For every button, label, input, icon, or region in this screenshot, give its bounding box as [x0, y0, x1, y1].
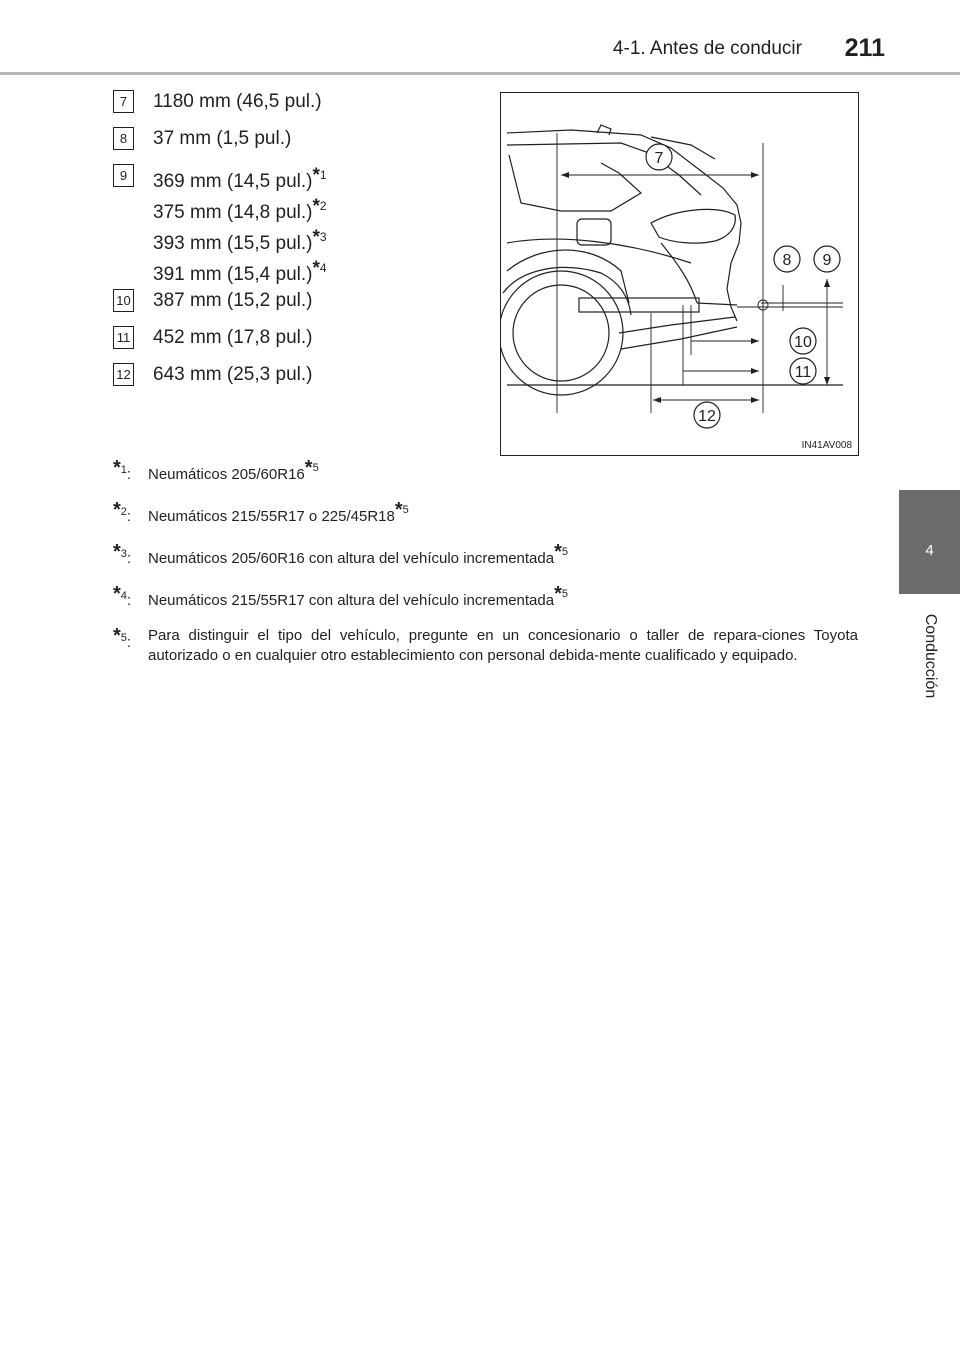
figure-callout-12: 12 [698, 408, 716, 425]
footnote: *$^2$: Neumáticos 215/55R17 o 225/45R18*$^5$ [113, 499, 409, 525]
vehicle-rear-illustration [501, 93, 858, 455]
figure-callout-8: 8 [782, 252, 792, 269]
footnote-text: Para distinguir el tipo del vehículo, pregunte en un concesionario o taller de repara-ciones Toyota autorizado o en cualquier otro establecimiento con personal debida-mente cualificado y equipado. [148, 627, 858, 664]
dimension-item-7 [110, 86, 480, 123]
dimension-item-11 [110, 322, 480, 359]
dimension-value: 387 mm (15,2 pul.) [153, 290, 313, 311]
callout-number: 12 [113, 363, 134, 386]
figure-code: IN41AV008 [801, 440, 852, 451]
page-number: 211 [844, 34, 885, 62]
footnote-key: 2 [120, 506, 127, 518]
footnote-text: Neumáticos 215/55R17 con altura del vehículo incrementada [148, 592, 555, 609]
dimension-value: 369 mm (14,5 pul.) [153, 171, 313, 192]
dimension-value: 391 mm (15,4 pul.) [153, 264, 313, 285]
dimension-variant: 375 mm (14,8 pul.)*$^2$ [153, 196, 327, 223]
footnote-key: 3 [120, 548, 127, 560]
dimension-item-12 [110, 359, 480, 396]
footnote-ref: 1 [319, 168, 327, 182]
dimension-item-10 [110, 285, 480, 322]
figure-callout-11: 11 [794, 364, 812, 381]
chapter-label: Conducción [922, 613, 939, 699]
footnote-text: Neumáticos 215/55R17 o 225/45R18 [148, 508, 395, 525]
footnote-text: Neumáticos 205/60R16 con altura del vehículo incrementada [148, 550, 555, 567]
dimension-value: 452 mm (17,8 pul.) [153, 327, 313, 348]
footnote-ref: 4 [319, 261, 327, 275]
callout-number: 11 [113, 326, 134, 349]
dimension-value: 37 mm (1,5 pul.) [153, 128, 292, 149]
footnote-ref: 5 [561, 546, 568, 558]
callout-number: 8 [113, 127, 134, 150]
figure-callout-9: 9 [822, 252, 832, 269]
dimension-value: 1180 mm (46,5 pul.) [153, 91, 322, 112]
chapter-tab [899, 490, 960, 594]
chapter-number: 4 [925, 542, 934, 559]
vehicle-rear-dimension-figure [500, 92, 859, 456]
callout-number: 7 [113, 90, 134, 113]
dimension-value: 375 mm (14,8 pul.) [153, 202, 313, 223]
dimension-item-9 [110, 160, 480, 285]
footnote-text: Neumáticos 205/60R16 [148, 466, 305, 483]
dimension-item-8 [110, 123, 480, 160]
dimension-variant: 391 mm (15,4 pul.)*$^4$ [153, 258, 327, 285]
footnote: *$^5$: Para distinguir el tipo del vehículo, pregunte en un concesionario o taller de repara-ciones Toyota autorizado o en cualquier otro establecimiento con personal debida-mente cualificado y equipado. [113, 625, 858, 664]
footnote-ref: 5 [561, 588, 568, 600]
dimension-value: 393 mm (15,5 pul.) [153, 233, 313, 254]
callout-number: 9 [113, 164, 134, 187]
footnote: *$^4$: Neumáticos 215/55R17 con altura del vehículo incrementada*$^5$ [113, 583, 568, 609]
header-rule [0, 72, 960, 75]
dimension-value: 643 mm (25,3 pul.) [153, 364, 313, 385]
figure-callout-10: 10 [794, 334, 812, 351]
dimension-variant: 393 mm (15,5 pul.)*$^3$ [153, 227, 327, 254]
footnote-key: 5 [120, 632, 127, 644]
footnote-ref: 3 [319, 230, 327, 244]
footnotes [113, 458, 858, 681]
footnote-ref: 5 [312, 462, 319, 474]
footnote-ref: 2 [319, 199, 327, 213]
section-title: 4-1. Antes de conducir [612, 38, 802, 59]
footnote-ref: 5 [402, 504, 409, 516]
footnote-key: 1 [120, 464, 127, 476]
callout-number: 10 [113, 289, 134, 312]
footnote: *$^3$: Neumáticos 205/60R16 con altura del vehículo incrementada*$^5$ [113, 541, 568, 567]
dimension-list [110, 86, 480, 396]
figure-callout-7: 7 [654, 150, 664, 167]
footnote-key: 4 [120, 590, 127, 602]
dimension-variant: 369 mm (14,5 pul.)*$^1$ [153, 165, 327, 192]
footnote: *$^1$: Neumáticos 205/60R16*$^5$ [113, 457, 319, 483]
